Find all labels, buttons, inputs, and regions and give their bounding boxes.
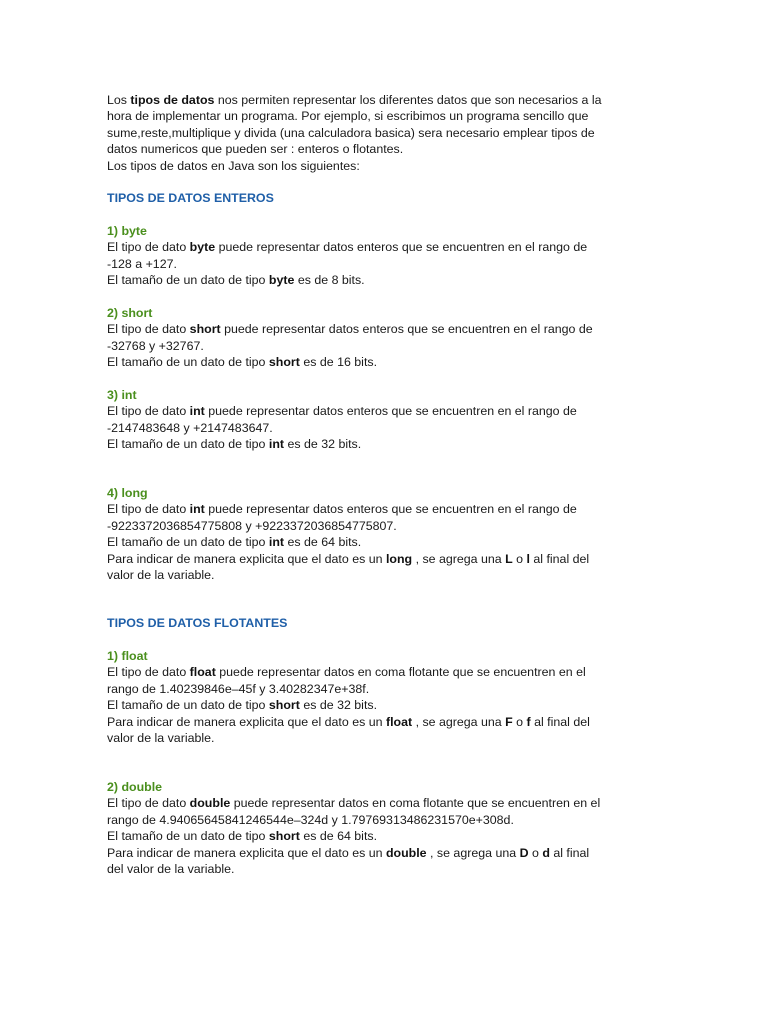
suffix-letter: f [526,714,531,729]
intro-paragraph [107,92,667,174]
type-range: -9223372036854775808 y +9223372036854775807. [107,518,397,533]
type-block-double [107,779,667,877]
type-size [107,697,667,713]
text: Para indicar de manera explicita que el dato es un [107,551,386,566]
suffix-letter: d [542,845,550,860]
keyword: int [268,437,285,452]
type-block-short [107,305,667,371]
type-heading: 1) float [107,649,148,663]
text: , se agrega una [412,714,506,729]
keyword: int [189,502,205,517]
keyword: short [268,829,300,844]
suffix-letter: F [505,714,513,729]
text: es de 16 bits. [299,355,378,370]
intro-text: Los [107,93,131,107]
intro-line: sume,reste,multiplique y divida (una calculadora basica) sera necesario emplear tipos de [107,125,595,140]
type-heading: 2) double [107,780,163,794]
keyword: byte [268,273,295,288]
type-range: -32768 y +32767. [107,338,204,353]
text: , se agrega una [412,551,506,566]
keyword: short [189,322,221,337]
text: Para indicar de manera explicita que el dato es un [107,845,386,860]
type-range: -128 a +127. [107,256,177,271]
type-description [107,239,667,255]
text: puede representar datos enteros que se encuentren en el rango de [204,502,577,517]
text: El tamaño de un dato de tipo [107,829,269,844]
keyword: double [385,845,427,860]
type-description [107,795,667,811]
text: El tipo de dato [107,404,190,419]
type-heading: 3) int [107,388,137,402]
type-explicit [107,551,667,567]
text: El tamaño de un dato de tipo [107,355,269,370]
type-block-long [107,485,667,583]
text: El tamaño de un dato de tipo [107,437,269,452]
type-block-float [107,648,667,746]
text: al final [549,845,590,860]
text: El tamaño de un dato de tipo [107,698,269,713]
text: o [528,845,543,860]
intro-line: datos numericos que pueden ser : enteros o flotantes. [107,142,404,157]
text: es de 64 bits. [299,829,378,844]
keyword: float [189,665,216,680]
keyword: double [189,796,231,811]
keyword: long [385,551,413,566]
text: El tamaño de un dato de tipo [107,535,269,550]
type-range: -2147483648 y +2147483647. [107,420,273,435]
type-size [107,354,667,370]
text: es de 32 bits. [299,698,378,713]
text: El tipo de dato [107,240,190,255]
type-size [107,436,667,452]
type-description [107,403,667,419]
intro-text: nos permiten representar los diferentes datos que son necesarios a la [214,93,602,107]
type-explicit-end: del valor de la variable. [107,862,235,877]
keyword: short [268,355,300,370]
keyword: byte [189,240,216,255]
type-explicit-end: valor de la variable. [107,731,215,746]
type-description [107,501,667,517]
section-title-enteros: TIPOS DE DATOS ENTEROS [107,191,274,205]
intro-line [107,92,667,108]
type-heading: 4) long [107,486,148,500]
keyword: float [385,714,413,729]
type-heading: 1) byte [107,224,147,238]
intro-line: Los tipos de datos en Java son los siguientes: [107,158,360,173]
type-block-int [107,387,667,453]
intro-line: hora de implementar un programa. Por ejemplo, si escribimos un programa sencillo que [107,109,589,124]
text: al final del [530,714,590,729]
text: es de 64 bits. [284,535,362,550]
suffix-letter: L [505,551,513,566]
text: El tipo de dato [107,322,190,337]
type-explicit [107,714,667,730]
text: puede representar datos enteros que se encuentren en el rango de [215,240,588,255]
text: puede representar datos en coma flotante que se encuentren en el [215,665,586,680]
text: El tipo de dato [107,502,190,517]
text: , se agrega una [426,845,520,860]
text: El tipo de dato [107,665,190,680]
suffix-letter: D [519,845,529,860]
keyword: short [268,698,300,713]
text: El tamaño de un dato de tipo [107,273,269,288]
text: El tipo de dato [107,796,190,811]
text: al final del [529,551,590,566]
type-heading: 2) short [107,306,153,320]
type-block-byte [107,223,667,289]
section-title-flotantes: TIPOS DE DATOS FLOTANTES [107,616,288,630]
text: Para indicar de manera explicita que el dato es un [107,714,386,729]
type-range: rango de 1.40239846e–45f y 3.40282347e+38f. [107,681,370,696]
type-range: rango de 4.94065645841246544e–324d y 1.79769313486231570e+308d. [107,812,514,827]
text: es de 32 bits. [284,437,362,452]
keyword: int [189,404,205,419]
suffix-letter: l [526,551,530,566]
text: puede representar datos enteros que se encuentren en el rango de [204,404,577,419]
type-description [107,664,667,680]
type-description [107,321,667,337]
type-explicit-end: valor de la variable. [107,568,215,583]
type-size [107,272,667,288]
type-explicit [107,845,667,861]
intro-keyword: tipos de datos [130,93,215,107]
keyword: int [268,535,285,550]
text: puede representar datos enteros que se encuentren en el rango de [220,322,593,337]
text: puede representar datos en coma flotante que se encuentren en el [230,796,601,811]
type-size [107,534,667,550]
text: es de 8 bits. [294,273,365,288]
text: o [512,714,527,729]
text: o [512,551,527,566]
type-size [107,828,667,844]
